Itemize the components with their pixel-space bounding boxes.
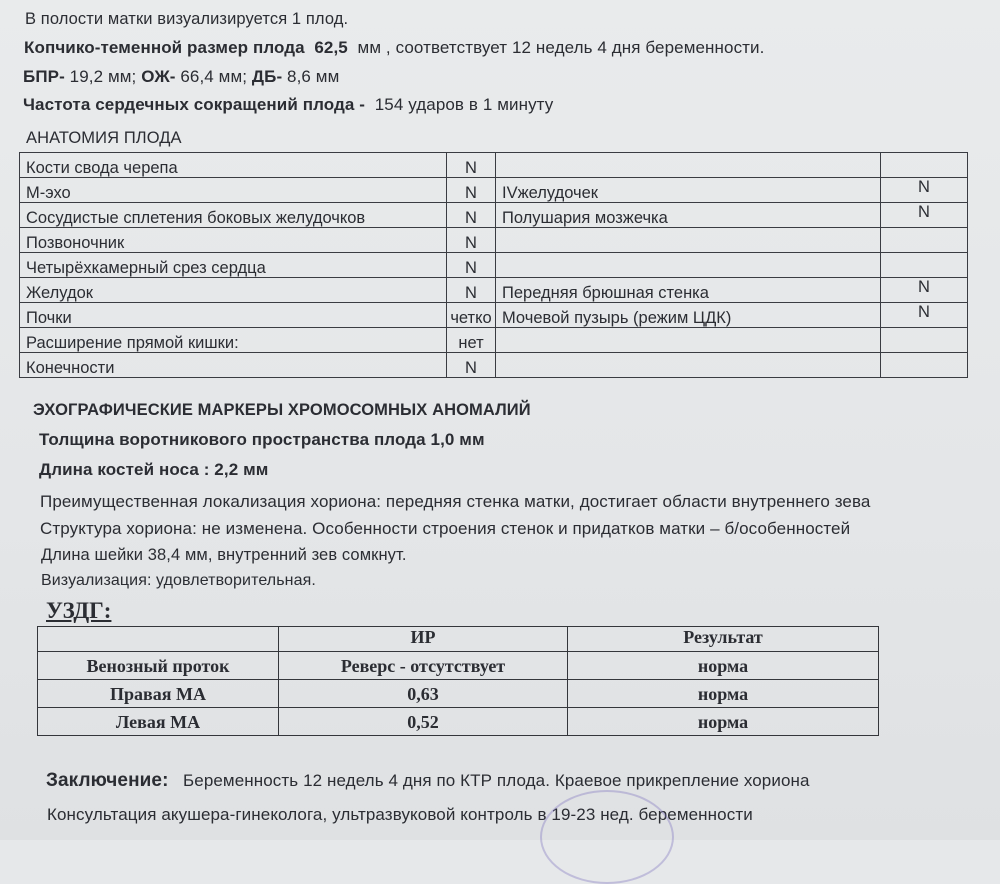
doppler-title: УЗДГ: <box>46 598 112 623</box>
doppler-result: норма <box>568 652 879 680</box>
doppler-vessel: Венозный проток <box>38 652 279 680</box>
anatomy-row <box>20 353 968 378</box>
heart-rate-label: Частота сердечных сокращений плода - <box>23 95 366 114</box>
anatomy-item-value-right: N <box>881 178 968 203</box>
anatomy-item-value-right: N <box>881 278 968 303</box>
anatomy-row <box>20 278 968 303</box>
db-value: 8,6 мм <box>287 67 340 86</box>
doppler-ir-value: Реверс - отсутствует <box>279 652 568 680</box>
anatomy-item-label: Кости свода черепа <box>20 153 447 178</box>
anatomy-item-label-right <box>496 328 881 353</box>
anatomy-row <box>20 178 968 203</box>
doppler-result: норма <box>568 680 879 708</box>
doppler-ir-value: 0,63 <box>279 680 568 708</box>
conclusion-text: Беременность 12 недель 4 дня по КТР плода. Краевое прикрепление хориона <box>183 771 810 790</box>
chorion-localization-line: Преимущественная локализация хориона: передняя стенка матки, достигает области внутреннего зева <box>40 492 871 511</box>
crl-line <box>24 38 764 58</box>
doppler-vessel: Левая МА <box>38 708 279 736</box>
anatomy-item-value-right <box>881 253 968 278</box>
doppler-row <box>38 708 879 736</box>
nasal-bone-line: Длина костей носа : 2,2 мм <box>39 460 269 479</box>
doppler-ir-value: 0,52 <box>279 708 568 736</box>
anatomy-item-label-right: IVжелудочек <box>496 178 881 203</box>
anatomy-item-label-right: Мочевой пузырь (режим ЦДК) <box>496 303 881 328</box>
anatomy-item-label-right: Передняя брюшная стенка <box>496 278 881 303</box>
anatomy-row <box>20 253 968 278</box>
anatomy-item-label: Желудок <box>20 278 447 303</box>
anatomy-item-value: N <box>447 253 496 278</box>
anatomy-title: АНАТОМИЯ ПЛОДА <box>26 129 182 147</box>
consultation-line: Консультация акушера-гинеколога, ультразвуковой контроль в 19-23 нед. беременности <box>47 805 753 824</box>
stamp-seal <box>540 790 674 884</box>
chorion-structure-line: Структура хориона: не изменена. Особенности строения стенок и придатков матки – б/особенностей <box>40 519 851 538</box>
oj-value: 66,4 мм; <box>180 67 248 86</box>
anatomy-item-label: М-эхо <box>20 178 447 203</box>
anatomy-item-value: N <box>447 203 496 228</box>
bpr-label: БПР- <box>23 67 65 86</box>
bpr-value: 19,2 мм; <box>69 67 137 86</box>
anatomy-item-label-right <box>496 253 881 278</box>
crl-label: Копчико-теменной размер плода <box>24 38 305 57</box>
doppler-row <box>38 652 879 680</box>
anatomy-item-label-right <box>496 353 881 378</box>
anatomy-item-value-right <box>881 353 968 378</box>
anatomy-item-value: N <box>447 178 496 203</box>
anatomy-item-value-right <box>881 228 968 253</box>
anatomy-item-label-right <box>496 153 881 178</box>
anatomy-item-value: N <box>447 228 496 253</box>
anatomy-item-label: Четырёхкамерный срез сердца <box>20 253 447 278</box>
anatomy-item-value-right: N <box>881 203 968 228</box>
doppler-row <box>38 680 879 708</box>
anatomy-item-value: N <box>447 278 496 303</box>
anatomy-item-label-right: Полушария мозжечка <box>496 203 881 228</box>
anatomy-row <box>20 203 968 228</box>
anatomy-row <box>20 228 968 253</box>
crl-value: 62,5 <box>314 38 348 57</box>
visualization-line: Визуализация: удовлетворительная. <box>41 572 316 589</box>
anatomy-item-value-right <box>881 328 968 353</box>
anatomy-item-label-right <box>496 228 881 253</box>
doppler-table <box>37 626 879 736</box>
uterus-visualization-line: В полости матки визуализируется 1 плод. <box>25 10 349 28</box>
anatomy-item-value: четко <box>447 303 496 328</box>
anatomy-item-label: Сосудистые сплетения боковых желудочков <box>20 203 447 228</box>
conclusion-label: Заключение: <box>46 770 169 791</box>
anatomy-item-value-right <box>881 153 968 178</box>
anatomy-item-label: Расширение прямой кишки: <box>20 328 447 353</box>
anatomy-item-value: N <box>447 153 496 178</box>
heart-rate-value: 154 ударов в 1 минуту <box>374 95 554 114</box>
crl-rest: мм , соответствует 12 недель 4 дня беременности. <box>357 38 765 57</box>
anatomy-item-value: нет <box>447 328 496 353</box>
doppler-header-cell: ИР <box>279 627 568 652</box>
oj-label: ОЖ- <box>141 67 176 86</box>
doppler-vessel: Правая МА <box>38 680 279 708</box>
heart-rate-line <box>23 95 553 115</box>
anatomy-row <box>20 153 968 178</box>
cervix-length-line: Длина шейки 38,4 мм, внутренний зев сомкнут. <box>41 546 407 564</box>
anatomy-row <box>20 328 968 353</box>
doppler-header-cell: Результат <box>568 627 879 652</box>
markers-title: ЭХОГРАФИЧЕСКИЕ МАРКЕРЫ ХРОМОСОМНЫХ АНОМАЛИЙ <box>33 401 531 419</box>
db-label: ДБ- <box>251 67 283 86</box>
anatomy-item-label: Конечности <box>20 353 447 378</box>
anatomy-item-label: Почки <box>20 303 447 328</box>
anatomy-table <box>19 152 968 378</box>
doppler-header-cell <box>38 627 279 652</box>
anatomy-row <box>20 303 968 328</box>
anatomy-item-value-right: N <box>881 303 968 328</box>
doppler-result: норма <box>568 708 879 736</box>
doppler-header-row <box>38 627 879 652</box>
anatomy-item-value: N <box>447 353 496 378</box>
biometry-line <box>23 67 339 87</box>
conclusion-line <box>46 770 810 792</box>
nuchal-translucency-line: Толщина воротникового пространства плода 1,0 мм <box>39 430 485 449</box>
anatomy-item-label: Позвоночник <box>20 228 447 253</box>
